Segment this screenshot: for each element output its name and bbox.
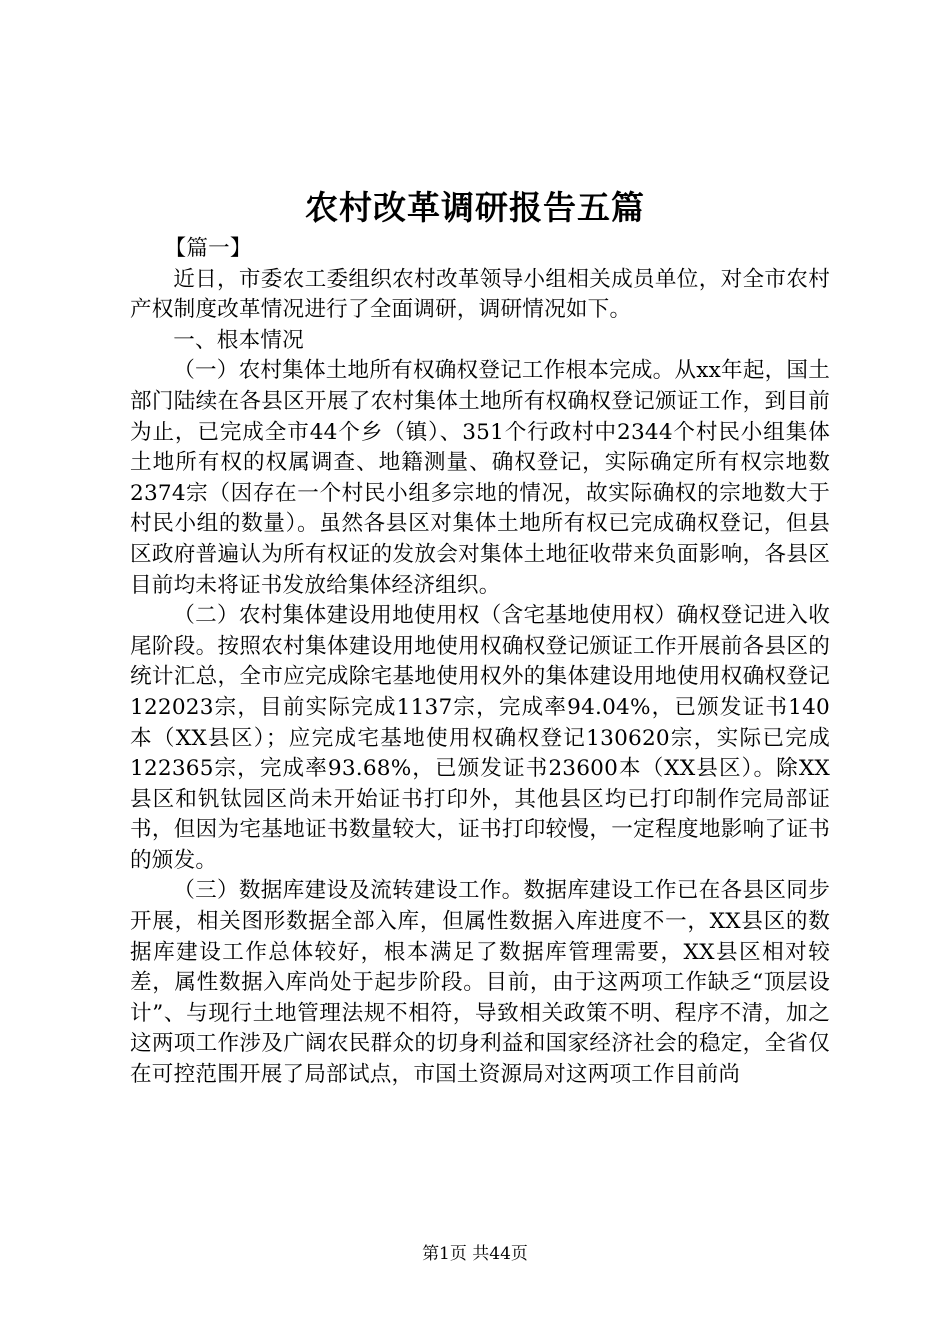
paragraph-item-2: （二）农村集体建设用地使用权（含宅基地使用权）确权登记进入收尾阶段。按照农村集体建设用地使用权确权登记颁证工作开展前各县区的统计汇总，全市应完成除宅基地使用权外的集体建设用地使用权确权登记122023宗，目前实际完成1137宗，完成率94.04%，已颁发证书140本（XX县区）；应完成宅基地使用权确权登记130620宗，实际已完成122365宗，完成率93.68%，已颁发证书23600本（XX县区）。除XX县区和钒钛园区尚未开始证书打印外，其他县区均已打印制作完局部证书，但因为宅基地证书数量较大，证书打印较慢，一定程度地影响了证书的颁发。 [130, 603, 830, 873]
paragraph-intro: 近日，市委农工委组织农村改革领导小组相关成员单位，对全市农村产权制度改革情况进行了全面调研，调研情况如下。 [130, 266, 830, 323]
page-footer: 第1页 共44页 [422, 1244, 528, 1264]
paragraph-item-3: （三）数据库建设及流转建设工作。数据库建设工作已在各县区同步开展，相关图形数据全部入库，但属性数据入库进度不一，XX县区的数据库建设工作总体较好，根本满足了数据库管理需要，XX县区相对较差，属性数据入库尚处于起步阶段。目前，由于这两项工作缺乏“顶层设计”、与现行土地管理法规不相符，导致相关政策不明、程序不清，加之这两项工作涉及广阔农民群众的切身利益和国家经济社会的稳定，全省仅在可控范围开展了局部试点，市国土资源局对这两项工作目前尚 [130, 878, 830, 1088]
document-title: 农村改革调研报告五篇 [305, 188, 645, 227]
paragraph-item-1: （一）农村集体土地所有权确权登记工作根本完成。从xx年起，国土部门陆续在各县区开展了农村集体土地所有权确权登记颁证工作，到目前为止，已完成全市44个乡（镇）、351个行政村中2344个村民小组集体土地所有权的权属调查、地籍测量、确权登记，实际确定所有权宗地数2374宗（因存在一个村民小组多宗地的情况，故实际确权的宗地数大于村民小组的数量）。虽然各县区对集体土地所有权已完成确权登记，但县区政府普遍认为所有权证的发放会对集体土地征收带来负面影响，各县区目前均未将证书发放给集体经济组织。 [130, 358, 830, 598]
document-body [130, 234, 830, 1091]
section-label: 【篇一】 [164, 236, 252, 261]
heading-basic-situation: 一、根本情况 [173, 327, 304, 353]
